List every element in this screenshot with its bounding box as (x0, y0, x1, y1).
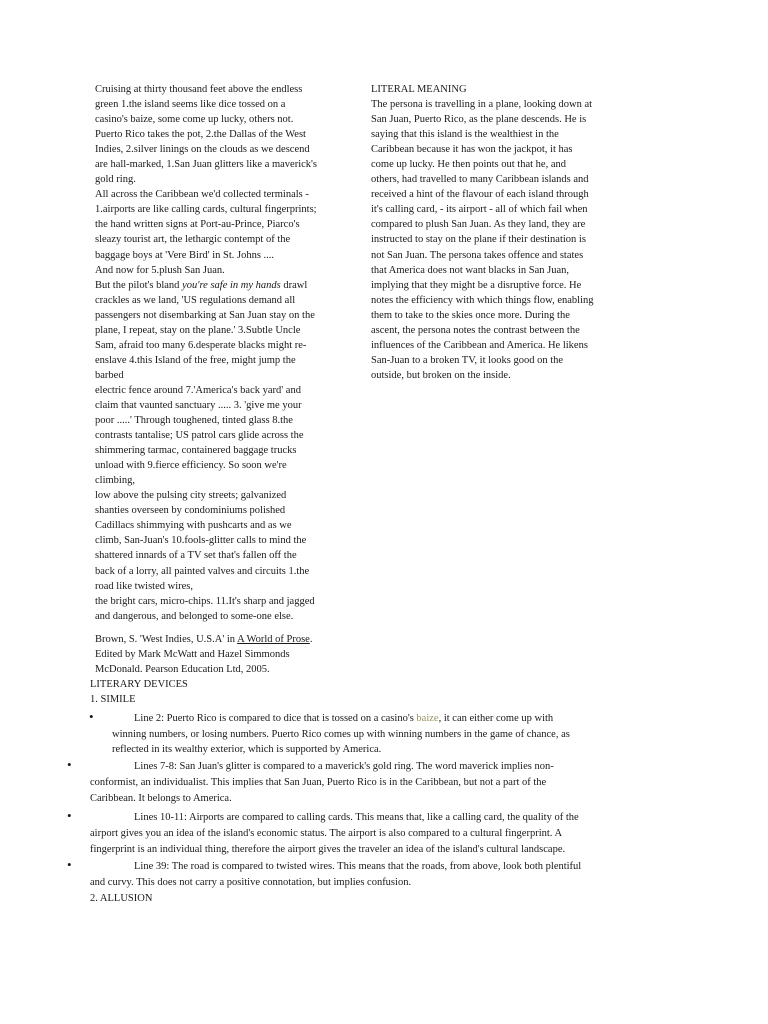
citation-line-2: Edited by Mark McWatt and Hazel Simmonds (95, 649, 290, 661)
citation-line-1 (95, 632, 312, 647)
poem-line: passengers not disembarking at San Juan stay on the (95, 309, 315, 321)
literal-line: ascent, the persona notes the contrast between the (371, 324, 580, 336)
literal-line: notes the efficiency with which things flow, enabling (371, 294, 594, 306)
simile-item-4-line-1: Line 39: The road is compared to twisted wires. This means that the roads, from above, look both plentiful (134, 861, 582, 872)
simile-item-2-line-3: Caribbean. It belongs to America. (90, 793, 232, 804)
poem-line-pilot (95, 278, 370, 293)
literal-line: San-Juan to a broken TV, it looks good on the (371, 354, 564, 366)
poem-line: crackles as we land, 'US regulations demand all (95, 294, 296, 306)
poem-line: Cadillacs shimmying with pushcarts and as we (95, 520, 292, 532)
simile-item-3-line-1: Lines 10-11: Airports are compared to calling cards. This means that, like a calling card, the quality of the (134, 812, 579, 823)
literal-line: Caribbean because it has won the jackpot, it has (371, 144, 573, 156)
poem-line: are hall-marked, 1.San Juan glitters like a maverick's (95, 159, 318, 171)
poem-line: All across the Caribbean we'd collected terminals - (95, 189, 309, 201)
poem-line: And now for 5.plush San Juan. (95, 264, 225, 276)
simile-item-4 (90, 859, 581, 891)
literal-line: it's calling card, - its airport - all of which fail when (371, 204, 588, 216)
allusion-heading: 2. ALLUSION (90, 893, 153, 904)
literal-line: received a hint of the flavour of each island through (371, 189, 589, 201)
poem-line: shimmering tarmac, containered baggage trucks (95, 445, 297, 457)
poem-line: Indies, 2.silver linings on the clouds as we descend (95, 144, 310, 156)
simile-item-4-line-2: and curvy. This does not carry a positive connotation, but implies confusion. (90, 877, 412, 888)
literal-line: come up lucky. He then points out that he, and (371, 159, 566, 171)
poem-line: gold ring. (95, 174, 136, 186)
simile-item-3 (90, 810, 579, 858)
literal-line: saying that this island is the wealthiest in the (371, 129, 559, 141)
literal-line: compared to plush San Juan. As they land, they are (371, 219, 586, 231)
simile-item-2-line-2: conformist, an individualist. This implies that San Juan, Puerto Rico is in the Caribbean, but not a part of the (90, 777, 547, 788)
poem-line: back of a lorry, all painted valves and circuits 1.the (95, 565, 310, 577)
literal-line: instructed to stay on the plane if their destination is (371, 234, 586, 246)
literal-line: implying that they might be a disruptive force. He (371, 279, 582, 291)
simile-item-1-line-3: reflected in its wealthy exterior, which is supported by America. (112, 744, 382, 755)
poem-line: shanties overseen by condominiums polished (95, 505, 286, 517)
poem-line: the bright cars, micro-chips. 11.It's sharp and jagged (95, 595, 315, 607)
pilot-quote-italic: you're safe in my hands (182, 279, 281, 291)
poem-line: casino's baize, some come up lucky, others not. (95, 114, 294, 126)
simile-heading: 1. SIMILE (90, 694, 136, 705)
poem-line: climbing, (95, 475, 135, 487)
simile-item-3-line-3: fingerprint is an individual thing, therefore the airport gives the traveler an idea of the island's cultural landscape. (90, 844, 566, 855)
literal-line: outside, but broken on the inside. (371, 369, 511, 381)
literal-meaning-section (371, 82, 641, 383)
poem-line: poor .....' Through toughened, tinted glass 8.the (95, 415, 293, 427)
poem-line: sleazy tourist art, the lethargic contempt of the (95, 234, 291, 246)
citation (95, 632, 312, 677)
literal-meaning-heading: LITERAL MEANING (371, 84, 467, 95)
bullet: • (67, 757, 72, 772)
poem-line: climb, San-Juan's 10.fools-glitter calls to mind the (95, 535, 307, 547)
poem-line: green 1.the island seems like dice tossed on a (95, 99, 286, 111)
literal-line: influences of the Caribbean and America. He likens (371, 339, 588, 351)
citation-suffix: . (309, 634, 313, 645)
poem-line: road like twisted wires, (95, 580, 193, 592)
simile-item-1 (112, 711, 570, 758)
literal-line: others, had travelled to many Caribbean islands and (371, 174, 589, 186)
citation-prefix: Brown, S. 'West Indies, U.S.A' in (95, 634, 238, 645)
simile-item-1-line-2: winning numbers, or losing numbers. Puerto Rico comes up with winning numbers in the game of chance, as (112, 728, 570, 740)
pilot-prefix: But the pilot's bland (95, 279, 183, 291)
bullet: • (89, 709, 94, 724)
simile-item-2 (90, 759, 554, 807)
poem-line: electric fence around 7.'America's back yard' and (95, 384, 301, 396)
bullet: • (67, 857, 72, 872)
simile-item-2-line-1: Lines 7-8: San Juan's glitter is compared to a maverick's gold ring. The word maverick implies non- (134, 761, 554, 772)
poem-line: barbed (95, 369, 124, 381)
poem-line: enslave 4.this Island of the free, might jump the (95, 354, 296, 366)
poem-line: Sam, afraid too many 6.desperate blacks might re- (95, 339, 307, 351)
pilot-suffix: drawl (280, 279, 308, 291)
poem-text (95, 82, 370, 624)
literary-devices-heading: LITERARY DEVICES (90, 679, 188, 690)
citation-book-title: A World of Prose (237, 634, 310, 645)
simile-item-1-line-1: Line 2: Puerto Rico is compared to dice that is tossed on a casino's baize, it can either come up with (134, 713, 554, 724)
literal-line: not San Juan. The persona takes offence and states (371, 249, 584, 261)
poem-line: shattered innards of a TV set that's fallen off the (95, 550, 297, 562)
poem-line: and dangerous, and belonged to some-one else. (95, 610, 294, 622)
simile-item-3-line-2: airport gives you an idea of the island's economic status. The airport is also compared to a cultural fingerprint. A (90, 828, 563, 839)
poem-line: Cruising at thirty thousand feet above the endless (95, 84, 303, 95)
poem-line: claim that vaunted sanctuary ..... 3. 'give me your (95, 399, 302, 411)
poem-line: baggage boys at 'Vere Bird' in St. Johns .... (95, 249, 275, 261)
poem-line: the hand written signs at Port-au-Prince, Piarco's (95, 219, 300, 231)
citation-line-3: McDonald. Pearson Education Ltd, 2005. (95, 664, 270, 676)
poem-line: unload with 9.fierce efficiency. So soon we're (95, 460, 287, 472)
literal-line: that America does not want blacks in San Juan, (371, 264, 569, 276)
poem-line: Puerto Rico takes the pot, 2.the Dallas of the West (95, 129, 306, 141)
literal-line: The persona is travelling in a plane, looking down at (371, 99, 593, 111)
poem-line: contrasts tantalise; US patrol cars glide across the (95, 430, 304, 442)
poem-line: 1.airports are like calling cards, cultural fingerprints; (95, 204, 317, 216)
highlighted-term: baize (416, 713, 439, 724)
literal-line: San Juan, Puerto Rico, as the plane descends. He is (371, 114, 587, 126)
poem-line: low above the pulsing city streets; galvanized (95, 490, 287, 502)
literal-line: them to take to the skies once more. During the (371, 309, 570, 321)
bullet: • (67, 808, 72, 823)
poem-line: plane, I repeat, stay on the plane.' 3.Subtle Uncle (95, 324, 301, 336)
